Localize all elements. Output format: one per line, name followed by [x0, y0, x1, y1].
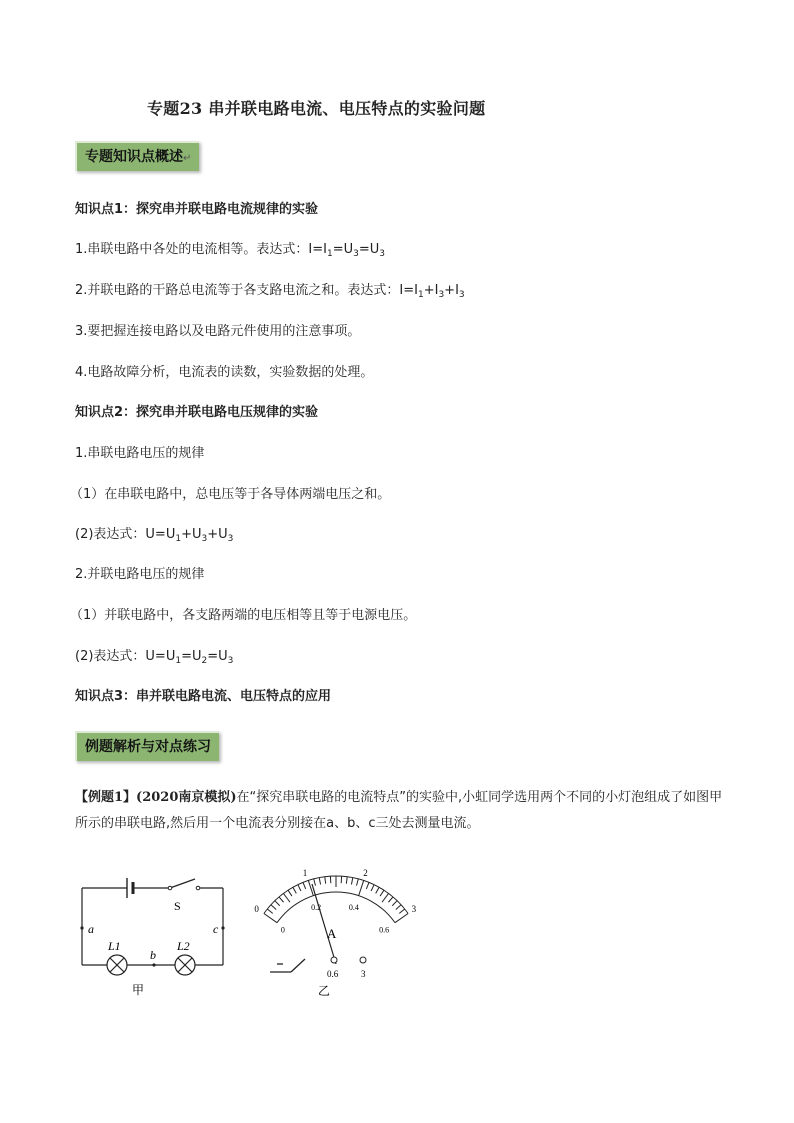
outer-scale-label: 1: [302, 867, 308, 878]
ammeter-diagram-yi: [245, 862, 420, 1002]
dial-tick: [325, 877, 326, 884]
dial-tick: [267, 909, 272, 913]
dial-tick: [314, 879, 316, 886]
figure-caption-jia: 甲: [132, 983, 145, 997]
outer-scale-label: 0: [254, 903, 259, 914]
terminal-0.6-label: 0.6: [327, 969, 339, 979]
kp2-sub-2-point-2: (2)表达式：$U=U_1=U_2=U_3$: [75, 649, 234, 666]
lamp-1-label: L1: [108, 939, 121, 953]
paragraph-mark-icon: ↵: [183, 153, 192, 164]
kp1-item-1: 1.串联电路中各处的电流相等。表达式：$I=I_1=U_3=U_3$: [75, 242, 386, 259]
kp2-sub-1-point-2: (2)表达式：$U=U_1+U_3+U_3$: [75, 527, 234, 544]
dial-tick: [275, 901, 280, 906]
figure-caption-yi: 乙: [318, 984, 331, 998]
dial-tick: [293, 887, 296, 893]
dial-tick: [319, 878, 320, 885]
point-c-label: c: [213, 922, 219, 936]
dial-tick: [382, 893, 389, 902]
section-banner-label: 专题知识点概述: [85, 149, 183, 165]
terminal-3-icon: [360, 957, 366, 963]
dial-tick: [283, 893, 290, 902]
section-banner-examples: [75, 731, 219, 761]
terminal-3-label: 3: [361, 969, 366, 979]
page-title: 专题23 串并联电路电流、电压特点的实验问题: [147, 99, 486, 118]
inner-scale-label: 0.2: [311, 903, 322, 913]
kp2-sub-2-point-1: （1）并联电路中，各支路两端的电压相等且等于电源电压。: [70, 608, 417, 623]
dial-tick: [371, 885, 374, 891]
example-text: 在“探究串联电路的电流特点”的实验中,小虹同学选用两个不同的小灯泡组成了如图甲所示的串联电路,然后用一个电流表分别接在a、b、c三处去测量电流。: [75, 790, 723, 831]
dial-tick: [380, 890, 384, 896]
dial-tick: [395, 914, 408, 923]
knowledge-point-3-heading: 知识点3：串并联电路电流、电压特点的应用: [75, 689, 332, 704]
example-source: (2020南京模拟): [136, 790, 237, 805]
dial-tick: [366, 882, 369, 888]
dial-tick: [359, 880, 364, 895]
switch-contact-icon: [168, 886, 172, 890]
point-a-label: a: [88, 922, 94, 936]
dial-tick: [288, 890, 292, 896]
dial-tick: [396, 905, 401, 910]
dial-tick: [351, 878, 352, 885]
dial-tick: [279, 897, 284, 902]
dial-tick: [264, 914, 277, 923]
dial-tick: [392, 901, 397, 906]
dial-tick: [303, 882, 306, 888]
inner-scale-label: 0: [280, 925, 285, 935]
dial-tick: [346, 877, 347, 884]
lamp-2-label: L2: [177, 939, 190, 953]
dial-arc: [277, 892, 395, 923]
switch-label: S: [174, 899, 181, 913]
kp1-item-4: 4.电路故障分析，电流表的读数，实验数据的处理。: [75, 365, 374, 380]
point-c-dot: [221, 926, 224, 929]
meter-needle: [312, 884, 336, 964]
inner-scale-label: 0.4: [348, 903, 359, 913]
point-b-label: b: [150, 948, 156, 962]
dial-tick: [399, 909, 404, 913]
kp2-sub-2: 2.并联电路电压的规律: [75, 567, 205, 582]
kp2-sub-1-point-1: （1）在串联电路中，总电压等于各导体两端电压之和。: [70, 487, 391, 502]
dial-tick: [298, 885, 301, 891]
dial-tick: [376, 887, 379, 893]
point-a-dot: [80, 926, 83, 929]
example-tag: 【例题1】: [75, 790, 137, 805]
terminal-0.6-icon: [331, 957, 337, 963]
section-banner-label: 例题解析与对点练习: [85, 739, 211, 755]
knowledge-point-2-heading: 知识点2：探究串并联电路电压规律的实验: [75, 405, 319, 420]
outer-scale-label: 2: [363, 867, 368, 878]
dial-tick: [357, 879, 359, 886]
kp1-item-2: 2.并联电路的干路总电流等于各支路电流之和。表达式：$I=I_1+I_3+I_3$: [75, 283, 465, 300]
meter-label: A: [327, 926, 337, 941]
example-1-paragraph: [75, 785, 725, 837]
dial-tick: [388, 897, 393, 902]
outer-scale-label: 3: [411, 903, 417, 914]
point-b-dot: [152, 963, 155, 966]
circuit-diagram-jia: [70, 870, 240, 1000]
section-banner-overview: [75, 141, 199, 171]
dial-tick: [271, 905, 276, 910]
knowledge-point-1-heading: 知识点1：探究串并联电路电流规律的实验: [75, 202, 319, 217]
inner-scale-label: 0.6: [379, 925, 390, 935]
kp2-sub-1: 1.串联电路电压的规律: [75, 446, 205, 461]
kp1-item-3: 3.要把握连接电路以及电路元件使用的注意事项。: [75, 324, 361, 339]
